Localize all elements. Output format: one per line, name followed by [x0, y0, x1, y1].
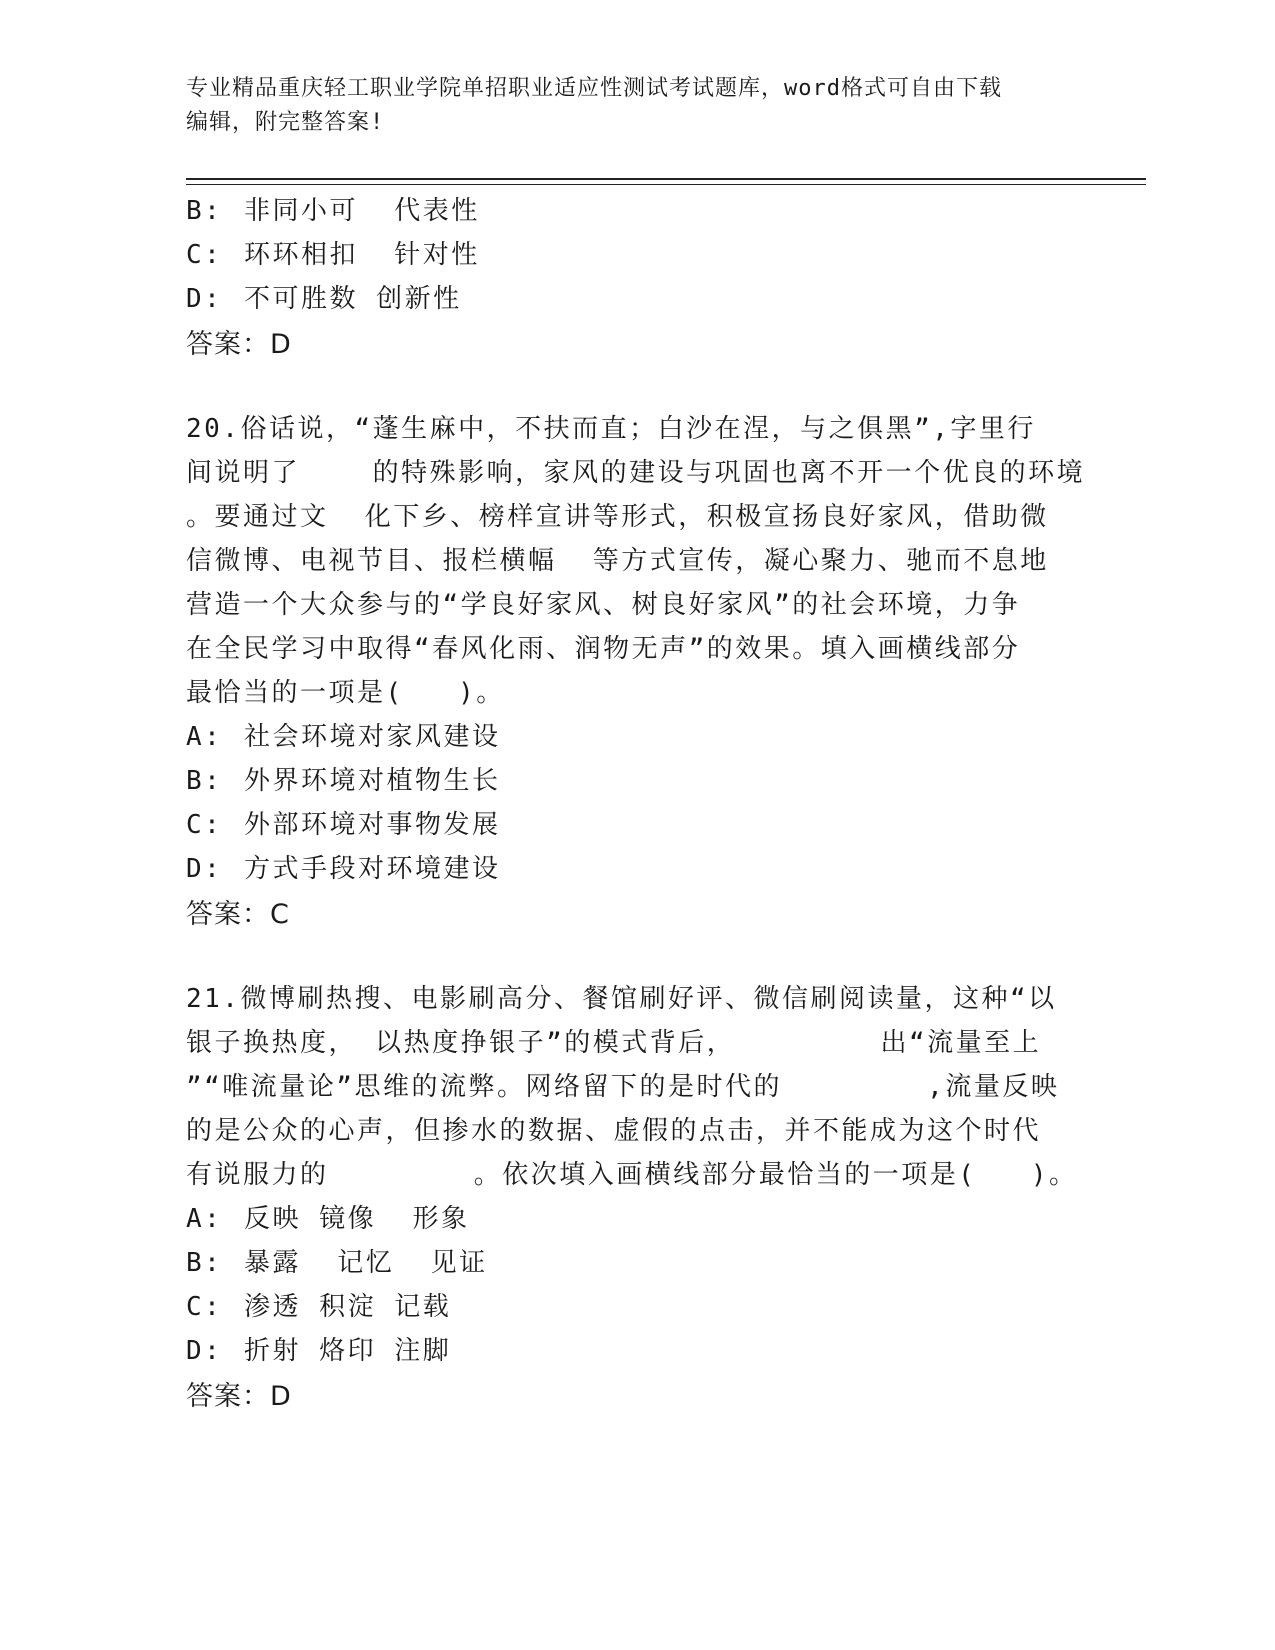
q20-line-3: 。要通过文 化下乡、榜样宣讲等形式，积极宣扬良好家风，借助微: [186, 502, 1049, 532]
header-rule-thin: [186, 184, 1146, 185]
q20-option-d: D: 方式手段对环境建设: [186, 854, 501, 884]
q21-line-3: ”“唯流量论”思维的流弊。网络留下的是时代的 ,流量反映: [186, 1072, 1060, 1102]
q20-line-2: 间说明了 的特殊影响，家风的建设与巩固也离不开一个优良的环境: [186, 458, 1086, 488]
prev-option-b: B: 非同小可 代表性: [186, 196, 480, 226]
header-line-2: 编辑，附完整答案!: [186, 110, 385, 135]
q21-option-b: B: 暴露 记忆 见证: [186, 1248, 488, 1278]
header-rule-thick: [186, 178, 1146, 180]
q20-line-5: 营造一个大众参与的“学良好家风、树良好家风”的社会环境，力争: [186, 590, 1021, 620]
q20-line-1: 20.俗话说，“蓬生麻中，不扶而直；白沙在涅，与之俱黑”,字里行: [186, 414, 1036, 444]
q21-line-2: 银子换热度， 以热度挣银子”的模式背后， 出“流量至上: [186, 1028, 1042, 1058]
prev-option-c: C: 环环相扣 针对性: [186, 240, 480, 270]
q21-line-5: 有说服力的 。依次填入画横线部分最恰当的一项是( )。: [186, 1160, 1078, 1190]
q20-answer: 答案：C: [186, 899, 290, 930]
q20-line-7: 最恰当的一项是( )。: [186, 678, 505, 708]
q20-line-6: 在全民学习中取得“春风化雨、润物无声”的效果。填入画横线部分: [186, 634, 1021, 664]
q21-answer: 答案：D: [186, 1381, 292, 1412]
q21-line-1: 21.微博刷热搜、电影刷高分、餐馆刷好评、微信刷阅读量，这种“以: [186, 984, 1057, 1014]
q21-option-c: C: 渗透 积淀 记载: [186, 1292, 452, 1322]
q20-option-a: A: 社会环境对家风建设: [186, 722, 501, 752]
q21-option-a: A: 反映 镜像 形象: [186, 1204, 470, 1234]
q21-line-4: 的是公众的心声，但掺水的数据、虚假的点击，并不能成为这个时代: [186, 1116, 1042, 1146]
document-header: [186, 72, 1066, 140]
q20-option-c: C: 外部环境对事物发展: [186, 810, 501, 840]
q21-option-d: D: 折射 烙印 注脚: [186, 1336, 452, 1366]
q20-option-b: B: 外界环境对植物生长: [186, 766, 501, 796]
q20-line-4: 信微博、电视节目、报栏横幅 等方式宣传，凝心聚力、驰而不息地: [186, 546, 1049, 576]
prev-option-d: D: 不可胜数 创新性: [186, 284, 462, 314]
header-line-1: 专业精品重庆轻工职业学院单招职业适应性测试考试题库，word格式可自由下载: [186, 76, 1002, 101]
prev-answer: 答案：D: [186, 329, 292, 360]
